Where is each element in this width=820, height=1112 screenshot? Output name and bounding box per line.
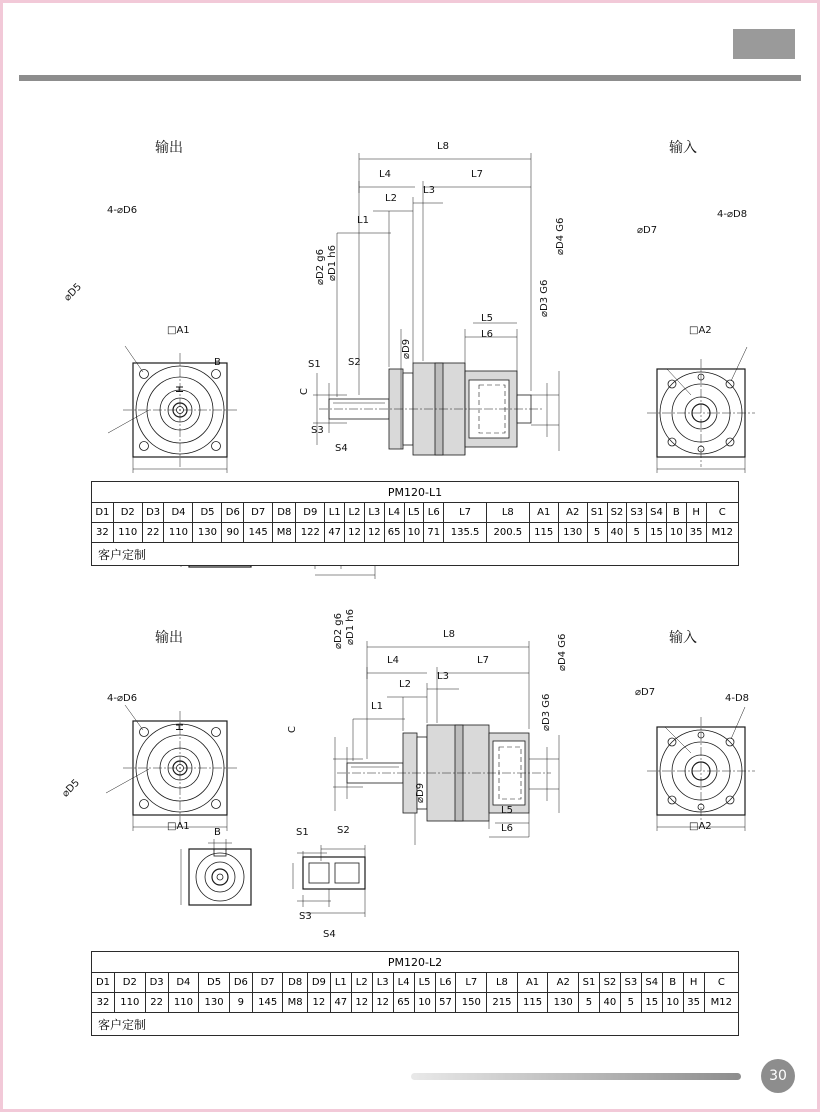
th-l7: L7	[444, 503, 487, 523]
callout-b-1: B	[214, 357, 221, 368]
th-l1: L1	[325, 503, 345, 523]
callout-l3-1: L3	[423, 185, 435, 196]
label-input-1: 输入	[669, 140, 697, 156]
td-l6: 57	[435, 993, 456, 1013]
td-c: M12	[704, 993, 738, 1013]
table-note: 客户定制	[92, 1013, 739, 1036]
th-c: C	[704, 973, 738, 993]
th-h: H	[686, 503, 706, 523]
callout-d7-2: ⌀D7	[635, 687, 656, 698]
table-title-row	[92, 952, 739, 973]
td-d3: 22	[145, 993, 168, 1013]
th-s3: S3	[627, 503, 647, 523]
drawing-block-pm120-l1	[3, 133, 820, 463]
td-l5: 10	[414, 993, 435, 1013]
td-l4: 65	[393, 993, 414, 1013]
td-s2: 40	[607, 523, 627, 543]
callout-d9-2: ⌀D9	[415, 782, 426, 803]
callout-l8-1: L8	[437, 141, 449, 152]
td-d7: 145	[244, 523, 273, 543]
td-b: 10	[662, 993, 683, 1013]
th-s4: S4	[647, 503, 667, 523]
callout-s4-2: S4	[323, 929, 336, 940]
th-l5: L5	[414, 973, 435, 993]
callout-4-d6-1: 4-⌀D6	[107, 205, 138, 216]
th-l3: L3	[372, 973, 393, 993]
td-l7: 135.5	[444, 523, 487, 543]
td-a2: 130	[558, 523, 587, 543]
th-d6: D6	[222, 503, 244, 523]
td-s1: 5	[579, 993, 600, 1013]
td-d8: M8	[273, 523, 296, 543]
td-h: 35	[683, 993, 704, 1013]
th-d4: D4	[164, 503, 193, 523]
table-title-row	[92, 482, 739, 503]
th-a2: A2	[548, 973, 579, 993]
callout-s1-2: S1	[296, 827, 309, 838]
callout-h-1: H	[175, 385, 186, 393]
callout-l7-2: L7	[477, 655, 489, 666]
callout-d3-2: ⌀D3 G6	[541, 693, 552, 731]
th-l2: L2	[345, 503, 365, 523]
header-tab-decoration	[733, 29, 795, 59]
th-l7: L7	[456, 973, 487, 993]
technical-drawing-1	[3, 133, 820, 463]
callout-l5-1: L5	[481, 313, 493, 324]
th-d4: D4	[168, 973, 199, 993]
callout-l3-2: L3	[437, 671, 449, 682]
td-d4: 110	[168, 993, 199, 1013]
callout-d3-1: ⌀D3 G6	[539, 279, 550, 317]
td-d7: 145	[252, 993, 283, 1013]
th-b: B	[666, 503, 686, 523]
callout-l8-2: L8	[443, 629, 455, 640]
th-a1: A1	[529, 503, 558, 523]
label-output-1: 输出	[155, 140, 183, 156]
callout-d2-1: ⌀D2 g6	[315, 249, 326, 285]
th-s2: S2	[599, 973, 620, 993]
td-d6: 90	[222, 523, 244, 543]
callout-c-2: C	[287, 726, 298, 733]
td-a1: 115	[529, 523, 558, 543]
callout-l2-1: L2	[385, 193, 397, 204]
th-l6: L6	[424, 503, 444, 523]
th-d5: D5	[193, 503, 222, 523]
callout-a2-2: □A2	[689, 821, 712, 832]
callout-l7-1: L7	[471, 169, 483, 180]
th-d1: D1	[92, 973, 115, 993]
td-h: 35	[686, 523, 706, 543]
th-s1: S1	[587, 503, 607, 523]
th-l4: L4	[384, 503, 404, 523]
td-s1: 5	[587, 523, 607, 543]
callout-d1-1: ⌀D1 h6	[327, 245, 338, 281]
callout-a1-1: □A1	[167, 325, 190, 336]
callout-d9-1: ⌀D9	[401, 338, 412, 359]
th-d6: D6	[229, 973, 252, 993]
table-value-row	[92, 523, 739, 543]
th-d8: D8	[273, 503, 296, 523]
table-note-row	[92, 543, 739, 566]
td-l8: 200.5	[486, 523, 529, 543]
td-l3: 12	[372, 993, 393, 1013]
callout-s3-2: S3	[299, 911, 312, 922]
td-d3: 22	[142, 523, 164, 543]
th-l4: L4	[393, 973, 414, 993]
th-d9: D9	[296, 503, 325, 523]
td-d6: 9	[229, 993, 252, 1013]
th-d3: D3	[145, 973, 168, 993]
callout-l6-1: L6	[481, 329, 493, 340]
callout-l1-1: L1	[357, 215, 369, 226]
callout-l4-1: L4	[379, 169, 391, 180]
table-note-row	[92, 1013, 739, 1036]
td-s4: 15	[647, 523, 667, 543]
th-d3: D3	[142, 503, 164, 523]
spec-table-pm120-l2	[91, 951, 739, 1036]
callout-l1-2: L1	[371, 701, 383, 712]
th-d7: D7	[252, 973, 283, 993]
th-d8: D8	[283, 973, 307, 993]
td-s3: 5	[620, 993, 641, 1013]
drawing-block-pm120-l2	[3, 609, 820, 953]
td-d9: 12	[307, 993, 330, 1013]
callout-l2-2: L2	[399, 679, 411, 690]
th-s2: S2	[607, 503, 627, 523]
td-l1: 47	[330, 993, 351, 1013]
table-header-row	[92, 503, 739, 523]
table-note: 客户定制	[92, 543, 739, 566]
td-l5: 10	[404, 523, 424, 543]
callout-h-2: H	[175, 723, 186, 731]
th-l3: L3	[364, 503, 384, 523]
callout-d1-2: ⌀D1 h6	[345, 609, 356, 645]
callout-s2-2: S2	[337, 825, 350, 836]
td-l3: 12	[364, 523, 384, 543]
th-a2: A2	[558, 503, 587, 523]
callout-d4-2: ⌀D4 G6	[557, 633, 568, 671]
table-value-row	[92, 993, 739, 1013]
callout-s2-1: S2	[348, 357, 361, 368]
th-d7: D7	[244, 503, 273, 523]
td-l7: 150	[456, 993, 487, 1013]
td-l8: 215	[487, 993, 518, 1013]
th-d9: D9	[307, 973, 330, 993]
callout-c-1: C	[299, 388, 310, 395]
td-d2: 110	[113, 523, 142, 543]
table-title: PM120-L1	[92, 482, 739, 503]
callout-s3-1: S3	[311, 425, 324, 436]
td-s2: 40	[599, 993, 620, 1013]
td-l2: 12	[351, 993, 372, 1013]
th-d2: D2	[114, 973, 145, 993]
td-a1: 115	[517, 993, 548, 1013]
th-s3: S3	[620, 973, 641, 993]
page-number: 30	[761, 1059, 795, 1093]
td-d5: 130	[193, 523, 222, 543]
th-l8: L8	[486, 503, 529, 523]
td-d1: 32	[92, 523, 114, 543]
th-s4: S4	[641, 973, 662, 993]
th-l2: L2	[351, 973, 372, 993]
td-d9: 122	[296, 523, 325, 543]
table-header-row	[92, 973, 739, 993]
callout-l5-2: L5	[501, 805, 513, 816]
th-d1: D1	[92, 503, 114, 523]
callout-s4-1: S4	[335, 443, 348, 454]
td-l1: 47	[325, 523, 345, 543]
td-d2: 110	[114, 993, 145, 1013]
td-b: 10	[666, 523, 686, 543]
table-title: PM120-L2	[92, 952, 739, 973]
callout-a2-1: □A2	[689, 325, 712, 336]
callout-4-d6-2: 4-⌀D6	[107, 693, 138, 704]
callout-l6-2: L6	[501, 823, 513, 834]
th-d5: D5	[199, 973, 230, 993]
td-d4: 110	[164, 523, 193, 543]
td-l6: 71	[424, 523, 444, 543]
callout-d7-1: ⌀D7	[637, 225, 658, 236]
th-s1: S1	[579, 973, 600, 993]
spec-table-pm120-l1	[91, 481, 739, 566]
td-d1: 32	[92, 993, 115, 1013]
callout-s1-1: S1	[308, 359, 321, 370]
th-l8: L8	[487, 973, 518, 993]
td-l2: 12	[345, 523, 365, 543]
td-d5: 130	[199, 993, 230, 1013]
th-h: H	[683, 973, 704, 993]
th-a1: A1	[517, 973, 548, 993]
callout-d4-1: ⌀D4 G6	[555, 217, 566, 255]
td-a2: 130	[548, 993, 579, 1013]
header-rule	[19, 75, 801, 81]
td-l4: 65	[384, 523, 404, 543]
callout-b-2: B	[214, 827, 221, 838]
th-c: C	[706, 503, 738, 523]
callout-4-d8-1: 4-⌀D8	[717, 209, 748, 220]
th-l5: L5	[404, 503, 424, 523]
td-s3: 5	[627, 523, 647, 543]
callout-d5-2: ⌀D5	[60, 777, 83, 800]
label-input-2: 输入	[669, 630, 697, 646]
td-d8: M8	[283, 993, 307, 1013]
th-l1: L1	[330, 973, 351, 993]
td-c: M12	[706, 523, 738, 543]
callout-4-d8-2: 4-D8	[725, 693, 750, 704]
technical-drawing-2	[3, 623, 820, 953]
td-s4: 15	[641, 993, 662, 1013]
callout-d2-2: ⌀D2 g6	[333, 613, 344, 649]
callout-l4-2: L4	[387, 655, 399, 666]
th-b: B	[662, 973, 683, 993]
footer-bar	[411, 1073, 741, 1080]
callout-a1-2: □A1	[167, 821, 190, 832]
label-output-2: 输出	[155, 630, 183, 646]
th-l6: L6	[435, 973, 456, 993]
th-d2: D2	[113, 503, 142, 523]
callout-d5-1: ⌀D5	[62, 281, 85, 304]
